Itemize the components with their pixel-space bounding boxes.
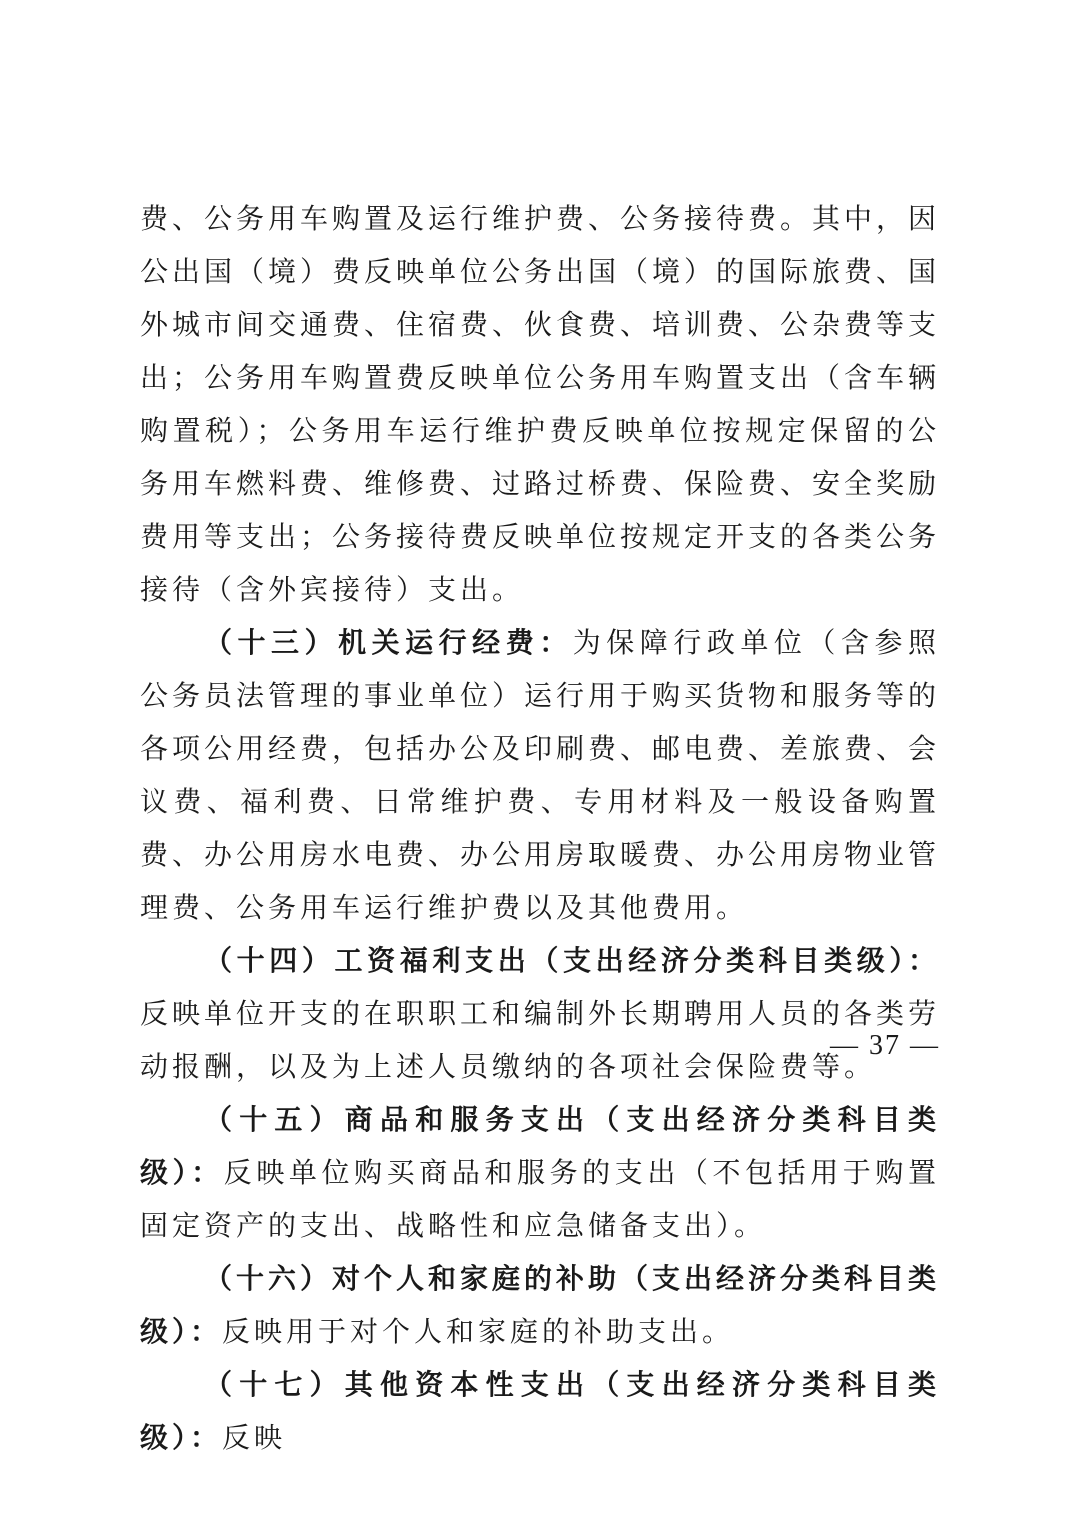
page-number: — 37 — xyxy=(830,1030,940,1061)
paragraph-text: 反映 xyxy=(222,1421,287,1454)
paragraph-heading: （十七）其他资本性支出（支出经济分类科目类级）： xyxy=(140,1368,940,1454)
paragraph-17 xyxy=(140,1358,940,1464)
paragraph-15 xyxy=(140,1093,940,1252)
document-body xyxy=(140,192,940,1464)
paragraph-heading: （十三）机关运行经费： xyxy=(204,626,573,659)
paragraph-heading: （十六）对个人和家庭的补助（支出经济分类科目类级）： xyxy=(140,1262,941,1348)
paragraph-text: 反映单位开支的在职职工和编制外长期聘用人员的各类劳动报酬，以及为上述人员缴纳的各项社会保险费等。 xyxy=(140,997,941,1083)
paragraph-14 xyxy=(140,934,940,1093)
paragraph-continued xyxy=(140,192,940,616)
paragraph-heading: （十五）商品和服务支出（支出经济分类科目类级）： xyxy=(140,1103,940,1189)
paragraph-text: 反映用于对个人和家庭的补助支出。 xyxy=(222,1315,735,1348)
paragraph-text: 反映单位购买商品和服务的支出（不包括用于购置固定资产的支出、战略性和应急储备支出）。 xyxy=(140,1156,940,1242)
paragraph-text: 费、公务用车购置及运行维护费、公务接待费。其中，因公出国（境）费反映单位公务出国（境）的国际旅费、国外城市间交通费、住宿费、伙食费、培训费、公杂费等支出；公务用车购置费反映单位公务用车购置支出（含车辆购置税）；公务用车运行维护费反映单位按规定保留的公务用车燃料费、维修费、过路过桥费、保险费、安全奖励费用等支出；公务接待费反映单位按规定开支的各类公务接待（含外宾接待）支出。 xyxy=(140,202,941,606)
paragraph-13 xyxy=(140,616,940,934)
paragraph-16 xyxy=(140,1252,940,1358)
paragraph-heading: （十四）工资福利支出（支出经济分类科目类级）： xyxy=(204,944,940,977)
paragraph-text: 为保障行政单位（含参照公务员法管理的事业单位）运行用于购买货物和服务等的各项公用经费，包括办公及印刷费、邮电费、差旅费、会议费、福利费、日常维护费、专用材料及一般设备购置费、办公用房水电费、办公用房取暖费、办公用房物业管理费、公务用车运行维护费以及其他费用。 xyxy=(140,626,941,924)
